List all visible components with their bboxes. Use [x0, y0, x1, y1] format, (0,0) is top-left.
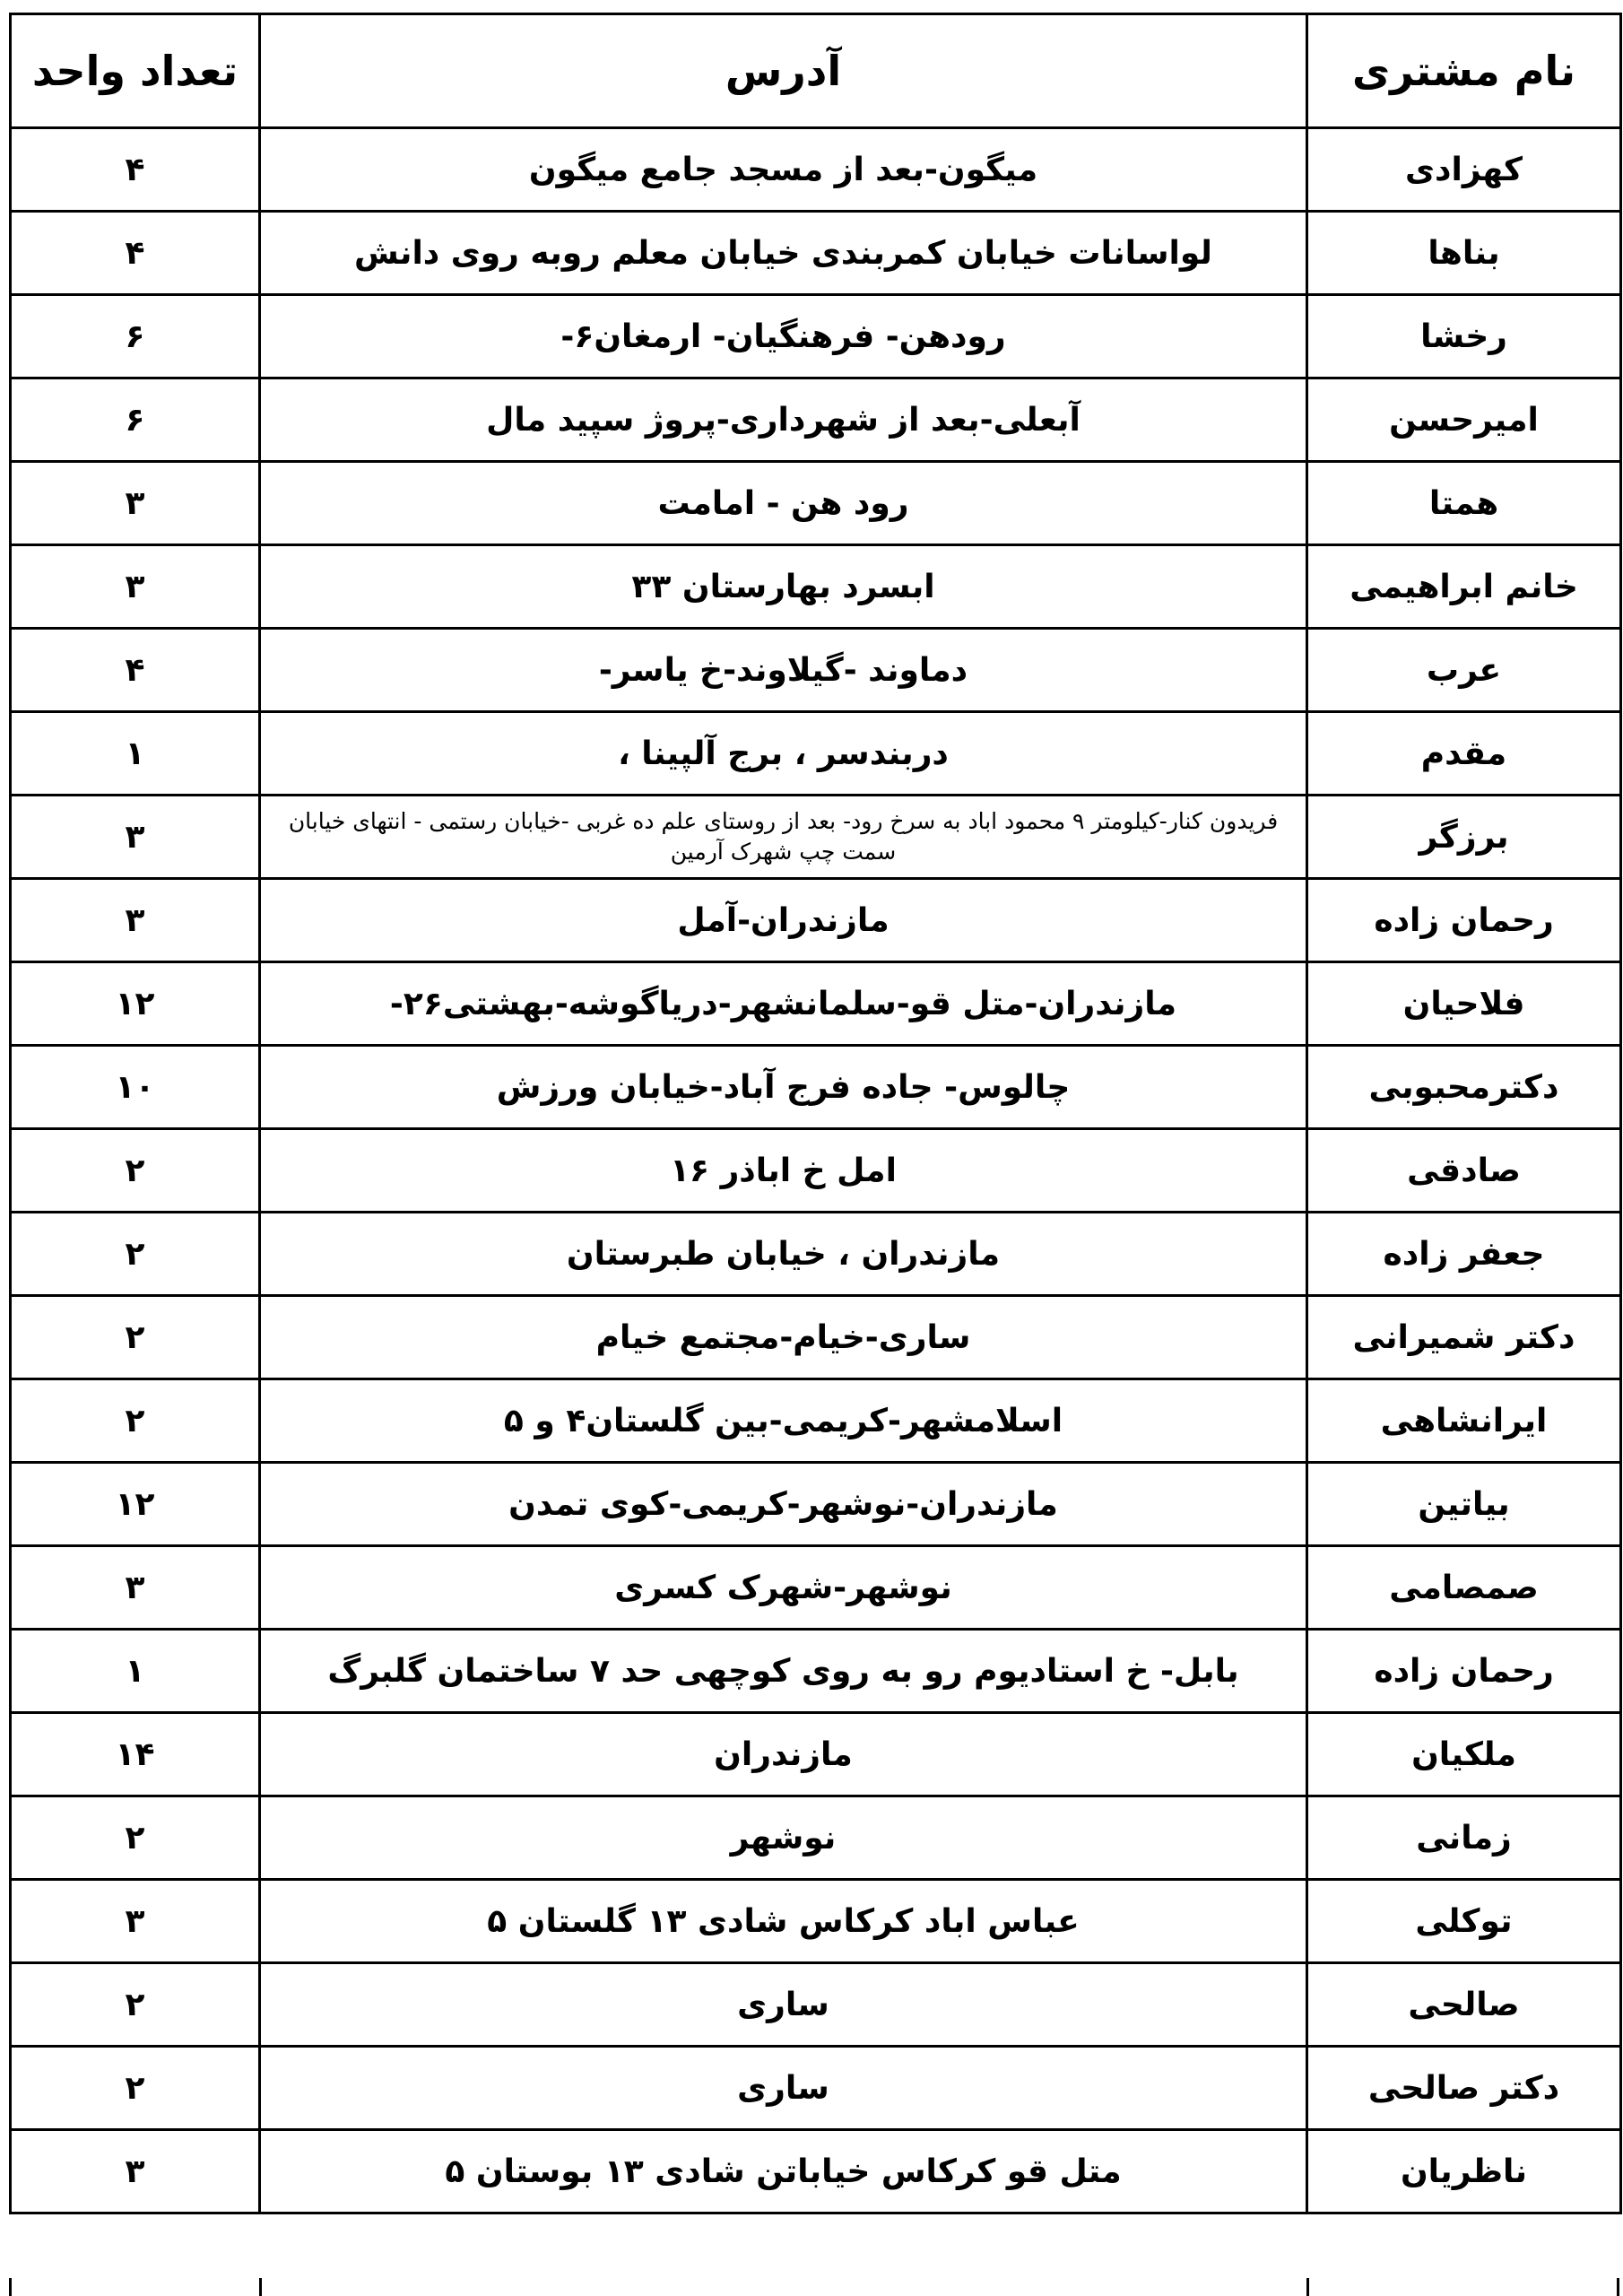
unit-count-cell: ۳ [11, 2130, 260, 2213]
table-row [11, 879, 1621, 962]
address-cell: مازندران ، خیابان طبرستان [260, 1213, 1307, 1296]
unit-count-cell: ۱۴ [11, 1713, 260, 1796]
customer-name-cell: بیاتین [1307, 1463, 1621, 1546]
table-row [11, 2047, 1621, 2130]
unit-count-cell: ۲ [11, 2047, 260, 2130]
address-cell: فریدون کنار-کیلومتر ۹ محمود اباد به سرخ رود- بعد از روستای علم ده غربی -خیابان رستمی - انتهای خیابان سمت چپ شهرک آرمین [260, 796, 1307, 879]
customer-name-cell: همتا [1307, 462, 1621, 545]
address-cell: مازندران-نوشهر-کریمی-کوی تمدن [260, 1463, 1307, 1546]
table-row [11, 545, 1621, 629]
table-row [11, 378, 1621, 462]
address-cell: آبعلی-بعد از شهرداری-پروژ سپید مال [260, 378, 1307, 462]
unit-count-cell: ۶ [11, 378, 260, 462]
unit-count-cell: ۱ [11, 712, 260, 796]
header-customer-name: نام مشتری [1307, 14, 1621, 128]
customer-name-cell: دکترمحبوبی [1307, 1046, 1621, 1129]
unit-count-cell: ۳ [11, 462, 260, 545]
table-row [11, 962, 1621, 1046]
address-cell: رودهن- فرهنگیان- ارمغان۶- [260, 295, 1307, 378]
customer-name-cell: ناظریان [1307, 2130, 1621, 2213]
address-cell: ساری [260, 1963, 1307, 2047]
unit-count-cell: ۳ [11, 796, 260, 879]
continuation-divider [259, 2278, 262, 2296]
table-row [11, 212, 1621, 295]
table-row [11, 1713, 1621, 1796]
address-cell: امل خ اباذر ۱۶ [260, 1129, 1307, 1213]
customer-name-cell: دکتر صالحی [1307, 2047, 1621, 2130]
continuation-divider [1306, 2278, 1309, 2296]
customer-name-cell: کهزادی [1307, 128, 1621, 212]
unit-count-cell: ۲ [11, 1296, 260, 1379]
address-cell: لواسانات خیابان کمربندی خیابان معلم روبه روی دانش [260, 212, 1307, 295]
table-row [11, 2130, 1621, 2213]
header-row [11, 14, 1621, 128]
unit-count-cell: ۲ [11, 1379, 260, 1463]
customer-name-cell: رحمان زاده [1307, 879, 1621, 962]
unit-count-cell: ۴ [11, 212, 260, 295]
unit-count-cell: ۴ [11, 629, 260, 712]
table-row [11, 462, 1621, 545]
customer-name-cell: توکلی [1307, 1880, 1621, 1963]
header-unit-count: تعداد واحد [11, 14, 260, 128]
table-row [11, 1213, 1621, 1296]
customer-name-cell: بناها [1307, 212, 1621, 295]
address-cell: مازندران [260, 1713, 1307, 1796]
customer-name-cell: فلاحیان [1307, 962, 1621, 1046]
unit-count-cell: ۱۰ [11, 1046, 260, 1129]
customer-name-cell: جعفر زاده [1307, 1213, 1621, 1296]
address-cell: دماوند -گیلاوند-خ یاسر- [260, 629, 1307, 712]
customer-name-cell: صالحی [1307, 1963, 1621, 2047]
table-row [11, 1546, 1621, 1630]
unit-count-cell: ۶ [11, 295, 260, 378]
customer-table [9, 13, 1622, 2214]
table-row [11, 295, 1621, 378]
table-row [11, 1379, 1621, 1463]
customer-name-cell: مقدم [1307, 712, 1621, 796]
address-cell: مازندران-متل قو-سلمانشهر-دریاگوشه-بهشتی۲۶- [260, 962, 1307, 1046]
table-row [11, 712, 1621, 796]
unit-count-cell: ۳ [11, 1546, 260, 1630]
address-cell: عباس اباد کرکاس شادی ۱۳ گلستان ۵ [260, 1880, 1307, 1963]
customer-name-cell: رخشا [1307, 295, 1621, 378]
customer-name-cell: زمانی [1307, 1796, 1621, 1880]
unit-count-cell: ۱۲ [11, 962, 260, 1046]
address-cell: نوشهر [260, 1796, 1307, 1880]
unit-count-cell: ۱۲ [11, 1463, 260, 1546]
address-cell: بابل- خ استادیوم رو به روی کوچهی حد ۷ ساختمان گلبرگ [260, 1630, 1307, 1713]
table-row [11, 1880, 1621, 1963]
unit-count-cell: ۲ [11, 1796, 260, 1880]
address-cell: اسلامشهر-کریمی-بین گلستان۴ و ۵ [260, 1379, 1307, 1463]
address-cell: چالوس- جاده فرج آباد-خیابان ورزش [260, 1046, 1307, 1129]
table-row [11, 629, 1621, 712]
address-cell: ساری [260, 2047, 1307, 2130]
unit-count-cell: ۴ [11, 128, 260, 212]
table-row [11, 796, 1621, 879]
address-cell: ابسرد بهارستان ۳۳ [260, 545, 1307, 629]
address-cell: ساری-خیام-مجتمع خیام [260, 1296, 1307, 1379]
customer-name-cell: صادقی [1307, 1129, 1621, 1213]
table-row [11, 128, 1621, 212]
customer-name-cell: دکتر شمیرانی [1307, 1296, 1621, 1379]
customer-name-cell: رحمان زاده [1307, 1630, 1621, 1713]
unit-count-cell: ۱ [11, 1630, 260, 1713]
table-row [11, 1796, 1621, 1880]
customer-name-cell: ملکیان [1307, 1713, 1621, 1796]
table-continuation-edge [9, 2278, 1619, 2296]
address-cell: دربندسر ، برج آلپینا ، [260, 712, 1307, 796]
customer-name-cell: عرب [1307, 629, 1621, 712]
customer-name-cell: خانم ابراهیمی [1307, 545, 1621, 629]
address-cell: مازندران-آمل [260, 879, 1307, 962]
address-cell: میگون-بعد از مسجد جامع میگون [260, 128, 1307, 212]
table-row [11, 1963, 1621, 2047]
table-row [11, 1630, 1621, 1713]
unit-count-cell: ۲ [11, 1213, 260, 1296]
customer-name-cell: صمصامی [1307, 1546, 1621, 1630]
customer-name-cell: ایرانشاهی [1307, 1379, 1621, 1463]
unit-count-cell: ۳ [11, 879, 260, 962]
table-row [11, 1296, 1621, 1379]
unit-count-cell: ۲ [11, 1129, 260, 1213]
table-row [11, 1046, 1621, 1129]
table-row [11, 1463, 1621, 1546]
unit-count-cell: ۳ [11, 545, 260, 629]
customer-name-cell: امیرحسن [1307, 378, 1621, 462]
address-cell: متل قو کرکاس خیاباتن شادی ۱۳ بوستان ۵ [260, 2130, 1307, 2213]
unit-count-cell: ۳ [11, 1880, 260, 1963]
address-cell: رود هن - امامت [260, 462, 1307, 545]
table-row [11, 1129, 1621, 1213]
customer-name-cell: برزگر [1307, 796, 1621, 879]
unit-count-cell: ۲ [11, 1963, 260, 2047]
header-address: آدرس [260, 14, 1307, 128]
address-cell: نوشهر-شهرک کسری [260, 1546, 1307, 1630]
